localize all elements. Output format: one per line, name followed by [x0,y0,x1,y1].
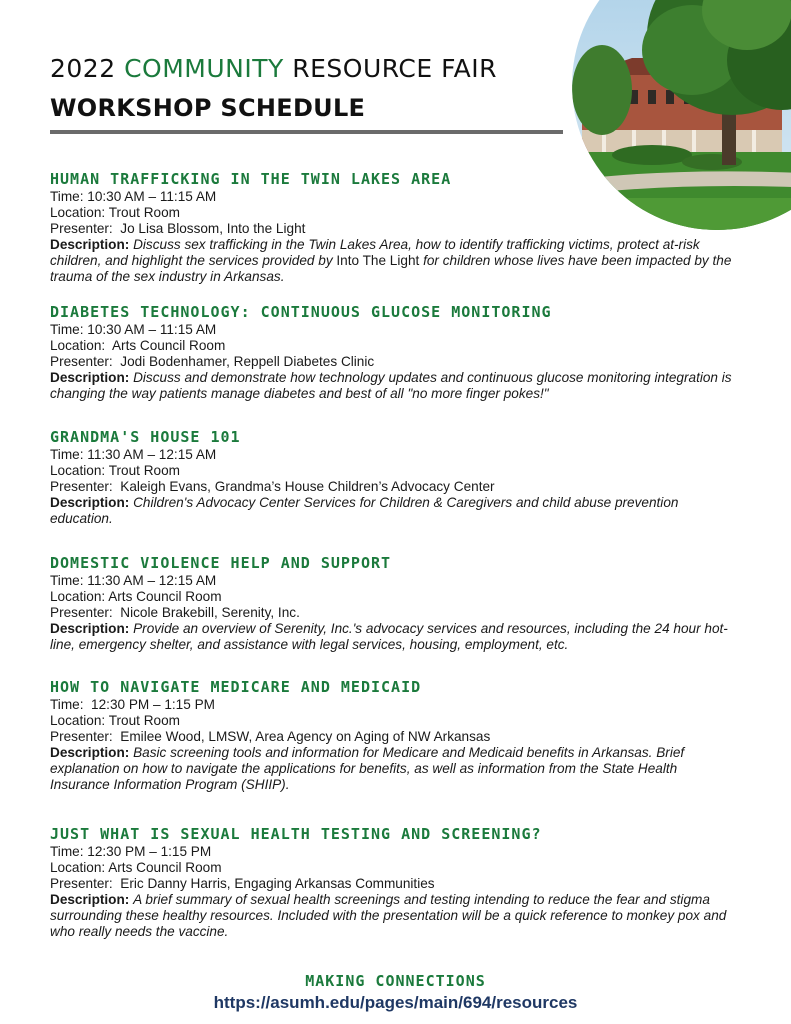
title-accent: COMMUNITY [124,54,284,83]
session-description: Description: Children's Advocacy Center Services for Children & Caregivers and child abuse prevention education. [50,495,679,526]
session-block [50,678,750,793]
session-time: Time: 11:30 AM – 12:15 AM [50,573,217,588]
session-title: DOMESTIC VIOLENCE HELP AND SUPPORT [50,554,392,572]
session-description: Description: Basic screening tools and information for Medicare and Medicaid benefits in Arkansas. Brief explanation on how to navigate the applications for benefits, as well as information from the State Health Insurance Information Program (SHIIP). [50,745,685,792]
session-title: HOW TO NAVIGATE MEDICARE AND MEDICAID [50,678,422,696]
session-presenter: Presenter: Jo Lisa Blossom, Into the Light [50,221,306,236]
session-time: Time: 12:30 PM – 1:15 PM [50,844,212,859]
session-time: Time: 10:30 AM – 11:15 AM [50,322,217,337]
title-rest: RESOURCE FAIR [292,54,498,83]
session-presenter: Presenter: Emilee Wood, LMSW, Area Agency on Aging of NW Arkansas [50,729,491,744]
header-divider [50,130,563,134]
session-time: Time: 10:30 AM – 11:15 AM [50,189,217,204]
session-location: Location: Arts Council Room [50,338,226,353]
session-presenter: Presenter: Kaleigh Evans, Grandma’s House Children’s Advocacy Center [50,479,495,494]
session-block [50,428,750,527]
session-description: Description: Provide an overview of Serenity, Inc.'s advocacy services and resources, including the 24 hour hot-line, emergency shelter, and assistance with legal services, housing, employment, etc. [50,621,728,652]
session-time: Time: 11:30 AM – 12:15 AM [50,447,217,462]
page-subtitle: WORKSHOP SCHEDULE [50,94,366,122]
session-presenter: Presenter: Jodi Bodenhamer, Reppell Diabetes Clinic [50,354,375,369]
resources-link[interactable]: https://asumh.edu/pages/main/694/resources [213,993,578,1012]
session-title: GRANDMA'S HOUSE 101 [50,428,241,446]
page-title [50,54,497,83]
session-description: Description: Discuss sex trafficking in the Twin Lakes Area, how to identify trafficking victims, protect at-risk children, and highlight the services provided by Into The Light for children whose lives have been impacted by the trauma of the sex industry in Arkansas. [50,237,732,284]
session-presenter: Presenter: Eric Danny Harris, Engaging Arkansas Communities [50,876,435,891]
session-location: Location: Arts Council Room [50,589,222,604]
session-block [50,303,750,402]
session-location: Location: Trout Room [50,463,180,478]
session-title: DIABETES TECHNOLOGY: CONTINUOUS GLUCOSE MONITORING [50,303,552,321]
session-title: JUST WHAT IS SEXUAL HEALTH TESTING AND SCREENING? [50,825,542,843]
session-block [50,554,750,653]
session-block [50,170,750,285]
session-description: Description: Discuss and demonstrate how technology updates and continuous glucose monitoring integration is changing the way patients manage diabetes and best of all "no more finger pokes!" [50,370,732,401]
title-year: 2022 [50,54,116,83]
session-time: Time: 12:30 PM – 1:15 PM [50,697,215,712]
session-location: Location: Arts Council Room [50,860,222,875]
session-location: Location: Trout Room [50,205,180,220]
session-title: HUMAN TRAFFICKING IN THE TWIN LAKES AREA [50,170,452,188]
session-description: Description: A brief summary of sexual health screenings and testing intending to reduce the fear and stigma surrounding these healthy resources. Included with the presentation will be a quick reference to monkey pox and who really needs the vaccine. [50,892,727,939]
footer-title: MAKING CONNECTIONS [305,972,486,990]
session-location: Location: Trout Room [50,713,180,728]
session-block [50,825,750,940]
session-presenter: Presenter: Nicole Brakebill, Serenity, Inc. [50,605,300,620]
